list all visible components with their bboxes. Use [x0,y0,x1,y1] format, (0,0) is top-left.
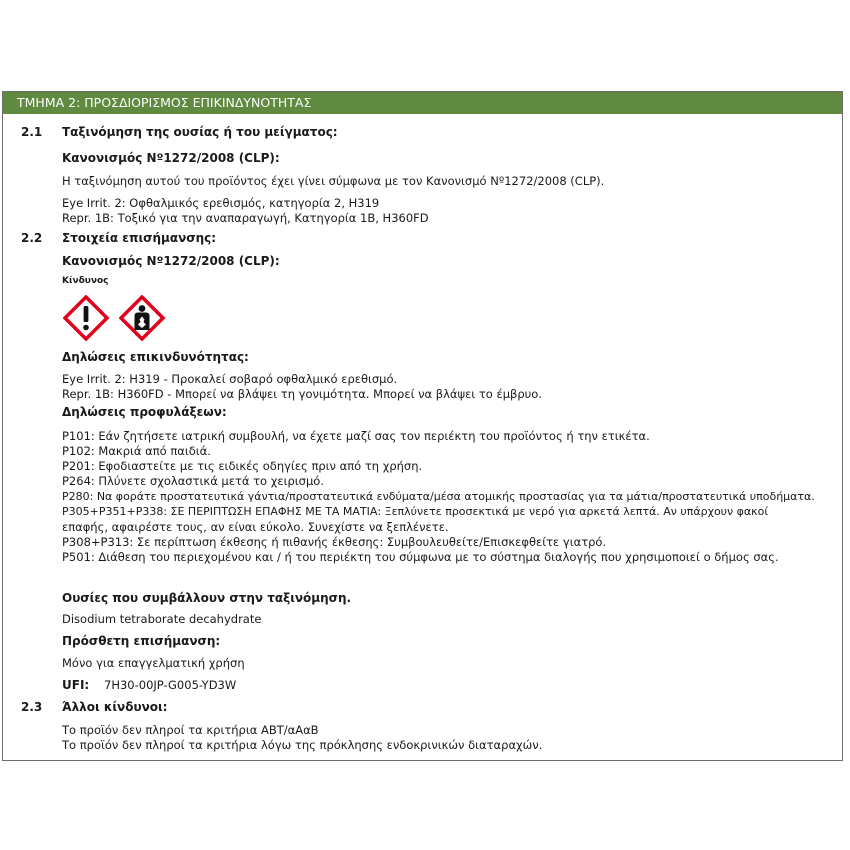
contributing-substance: Disodium tetraborate decahydrate [62,612,262,626]
health-hazard-icon [119,295,165,341]
section-2-3-heading: Άλλοι κίνδυνοι: [62,700,168,714]
section-2-3-number: 2.3 [21,700,43,714]
section-2-2-heading: Στοιχεία επισήμανσης: [62,231,217,245]
precautionary-heading: Δηλώσεις προφυλάξεων: [62,405,227,419]
precautionary-statement: P280: Να φοράτε προστατευτικά γάντια/προστατευτικά ενδύματα/μέσα ατομικής προστασίας για τα μάτια/προστατευτικά υποδήματα. [62,490,815,503]
section-2-2-number: 2.2 [21,231,43,245]
precautionary-statement: επαφής, αφαιρέστε τους, αν είναι εύκολο. Συνεχίστε να ξεπλένετε. [62,520,449,534]
section-2-2-regulation: Κανονισμός Nº1272/2008 (CLP): [62,254,280,268]
additional-labelling-text: Μόνο για επαγγελματική χρήση [62,656,245,670]
precautionary-statement: P501: Διάθεση του περιεχομένου και / ή του περιέκτη του σύμφωνα με το σύστημα διαλογής που χρησιμοποιεί ο δήμος σας. [62,550,779,564]
classification-line: Eye Irrit. 2: Οφθαλμικός ερεθισμός, κατηγορία 2, H319 [62,196,380,210]
contributing-substances-heading: Ουσίες που συμβάλλουν στην ταξινόμηση. [62,591,352,605]
precautionary-statement: P101: Εάν ζητήσετε ιατρική συμβουλή, να έχετε μαζί σας τον περιέκτη του προϊόντος ή την ετικέτα. [62,429,650,443]
precautionary-statement: P264: Πλύνετε σχολαστικά μετά το χειρισμό. [62,474,324,488]
section-2-1-heading: Ταξινόμηση της ουσίας ή του μείγματος: [62,125,338,139]
ufi-label: UFI: [62,678,90,692]
hazard-statement: Eye Irrit. 2: H319 - Προκαλεί σοβαρό οφθαλμικό ερεθισμό. [62,372,398,386]
exclamation-mark-icon [63,295,109,341]
ufi-value: 7H30-00JP-G005-YD3W [104,678,237,692]
additional-labelling-heading: Πρόσθετη επισήμανση: [62,634,221,648]
other-hazard-line: Το προϊόν δεν πληροί τα κριτήρια ΑΒΤ/αΑαΒ [62,723,319,737]
other-hazard-line: Το προϊόν δεν πληροί τα κριτήρια λόγω της πρόκλησης ενδοκρινικών διαταραχών. [62,738,543,752]
hazard-statement: Repr. 1B: H360FD - Μπορεί να βλάψει τη γονιμότητα. Μπορεί να βλάψει το έμβρυο. [62,387,542,401]
precautionary-statement: P201: Εφοδιαστείτε με τις ειδικές οδηγίες πριν από τη χρήση. [62,459,423,473]
section-2-1-number: 2.1 [21,125,43,139]
classification-intro: Η ταξινόμηση αυτού του προϊόντος έχει γίνει σύμφωνα με τον Κανονισμό Nº1272/2008 (CLP). [62,174,605,188]
precautionary-statement: P102: Μακριά από παιδιά. [62,444,211,458]
precautionary-statement: P308+P313: Σε περίπτωση έκθεσης ή πιθανής έκθεσης: Συμβουλευθείτε/Επισκεφθείτε γιατρό. [62,535,607,549]
classification-line: Repr. 1B: Τοξικό για την αναπαραγωγή, Κατηγορία 1B, H360FD [62,211,429,225]
precautionary-statement: P305+P351+P338: ΣΕ ΠΕΡΙΠΤΩΣΗ ΕΠΑΦΗΣ ΜΕ ΤΑ ΜΑΤΙΑ: Ξεπλύνετε προσεκτικά με νερό για αρκετά λεπτά. Αν υπάρχουν φακοί [62,505,769,518]
hazard-statements-heading: Δηλώσεις επικινδυνότητας: [62,350,249,364]
signal-word: Κίνδυνος [62,276,109,286]
section-header: ΤΜΗΜΑ 2: ΠΡΟΣΔΙΟΡΙΣΜΟΣ ΕΠΙΚΙΝΔΥΝΟΤΗΤΑΣ [3,92,842,114]
section-2-1-regulation: Κανονισμός Nº1272/2008 (CLP): [62,151,280,165]
